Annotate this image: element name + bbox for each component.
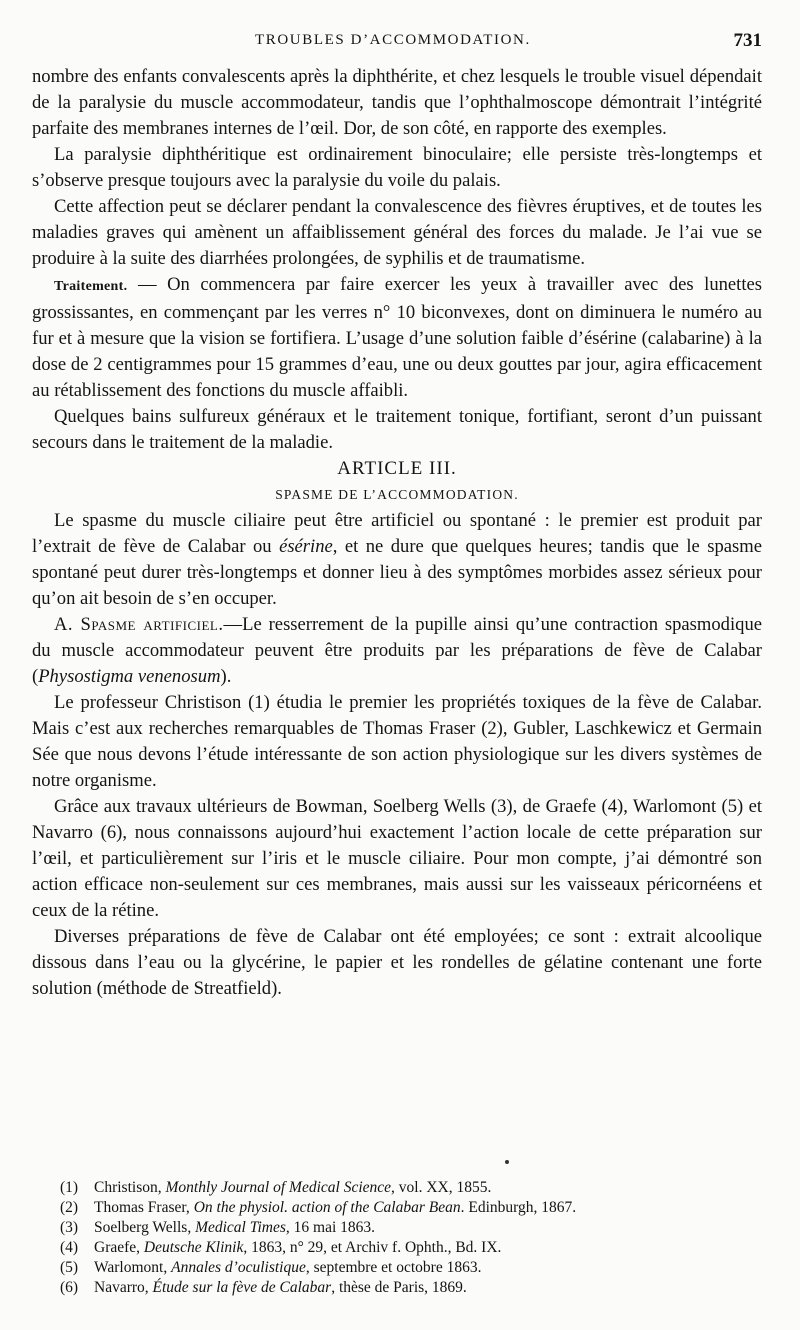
- page-number: 731: [733, 30, 762, 51]
- footnote-author: Navarro,: [94, 1279, 153, 1296]
- footnote-title: Monthly Journal of Medical Science: [165, 1179, 392, 1196]
- footnote-number: (4): [60, 1239, 79, 1256]
- footnote-detail: . Edinburgh, 1867.: [460, 1199, 577, 1216]
- eserine-italic: ésérine: [279, 536, 333, 557]
- running-title: TROUBLES D’ACCOMMODATION.: [255, 32, 531, 48]
- footnote-title: Medical Times: [195, 1219, 286, 1236]
- footnotes: [60, 1178, 760, 1298]
- paragraph-sulfur-baths: Quelques bains sulfureux généraux et le traitement tonique, fortifiant, seront d’un puissant secours dans le traitement de la maladie.: [32, 406, 762, 453]
- footnote-title: Annales d’oculistique: [171, 1259, 306, 1276]
- footnote-detail: , thèse de Paris, 1869.: [331, 1279, 467, 1296]
- paragraph-spasm-intro: [32, 508, 762, 612]
- spasm-intro-text-1: Le spasme du muscle ciliaire peut être artificiel ou spontané : le premier est produit par l’extrait de fève de Calabar ou: [32, 510, 762, 557]
- footnote: [60, 1238, 760, 1258]
- footnote-detail: , 1863, n° 29, et Archiv f. Ophth., Bd. IX.: [243, 1239, 502, 1256]
- footnote-separator-dot: [505, 1160, 509, 1164]
- article-heading: ARTICLE III.: [337, 458, 457, 479]
- footnote-title: On the physiol. action of the Calabar Bean: [193, 1199, 461, 1216]
- footnote-detail: , septembre et octobre 1863.: [305, 1259, 482, 1276]
- spasm-intro-text-2: , et ne dure que quelques heures; tandis que le spasme spontané peut durer très-longtemps et donner lieu à des symptômes morbides assez sérieux pour qu’on ait besoin de s’en occuper.: [32, 536, 762, 609]
- footnote-number: (3): [60, 1219, 79, 1236]
- footnote: [60, 1178, 760, 1198]
- footnote-author: Soelberg Wells,: [94, 1219, 196, 1236]
- footnote-number: (6): [60, 1279, 79, 1296]
- paragraph-artificial-spasm: [32, 612, 762, 690]
- footnote-number: (2): [60, 1199, 79, 1216]
- footnote: [60, 1258, 760, 1278]
- footnote-author: Christison,: [94, 1179, 166, 1196]
- paragraph-binocular-paralysis: La paralysie diphthéritique est ordinairement binoculaire; elle persiste très-longtemps et s’observe presque toujours avec la paralysie du voile du palais.: [32, 144, 762, 191]
- paragraph-continued: nombre des enfants convalescents après la diphthérite, et chez lesquels le trouble visuel dépendait de la paralysie du muscle accommodateur, tandis que l’ophthalmoscope démontrait l’intégrité parfaite des membranes internes de l’œil. Dor, de son côté, en rapporte des exemples.: [32, 66, 762, 139]
- physostigma-italic: Physostigma venenosum: [38, 666, 221, 687]
- footnote-author: Graefe,: [94, 1239, 144, 1256]
- footnote-author: Thomas Fraser,: [94, 1199, 194, 1216]
- artificial-spasm-text-1: —Le resserrement de la pupille ainsi qu’une contraction spasmodique du muscle accommodateur peuvent être produits par les préparations de fève de Calabar (: [32, 614, 762, 687]
- body-text: [32, 64, 762, 1002]
- artificial-spasm-text-2: ).: [220, 666, 232, 687]
- paragraph-later-works: Grâce aux travaux ultérieurs de Bowman, Soelberg Wells (3), de Graefe (4), Warlomont (5) et Navarro (6), nous connaissons aujourd’hui exactement l’action locale de cette préparation sur l’œil, et particulièrement sur l’iris et le muscle ciliaire. Pour mon compte, j’ai démontré son action efficace non-seulement sur ces membranes, mais aussi sur les vaisseaux péricornéens et ceux de la rétine.: [32, 796, 762, 921]
- artificial-spasm-heading: A. Spasme artificiel.: [54, 614, 224, 635]
- footnote-detail: , vol. XX, 1855.: [391, 1179, 492, 1196]
- footnote-title: Étude sur la fève de Calabar: [152, 1279, 332, 1296]
- footnote-number: (5): [60, 1259, 79, 1276]
- running-head: [0, 30, 800, 56]
- footnote: [60, 1218, 760, 1238]
- paragraph-causes: Cette affection peut se déclarer pendant la convalescence des fièvres éruptives, et de toutes les maladies graves qui amènent un affaiblissement général des forces du malade. Je l’ai vue se produire à la suite des diarrhées prolongées, de syphilis et de traumatisme.: [32, 196, 762, 269]
- footnote-number: (1): [60, 1179, 79, 1196]
- paragraph-christison: Le professeur Christison (1) étudia le premier les propriétés toxiques de la fève de Calabar. Mais c’est aux recherches remarquables de Thomas Fraser (2), Gubler, Laschkewicz et Germain Sée que nous devons l’étude intéressante de son action physiologique sur les divers systèmes de notre organisme.: [32, 692, 762, 791]
- footnote: [60, 1198, 760, 1218]
- article-subheading: SPASME DE L’ACCOMMODATION.: [275, 487, 519, 502]
- paragraph-traitement: [32, 272, 762, 404]
- paragraph-preparations: Diverses préparations de fève de Calabar ont été employées; ce sont : extrait alcoolique dissous dans l’eau ou la glycérine, le papier et les rondelles de gélatine contenant une forte solution (méthode de Streatfield).: [32, 926, 762, 999]
- footnote-author: Warlomont,: [94, 1259, 172, 1276]
- traitement-text: — On commencera par faire exercer les yeux à travailler avec des lunettes grossissantes, en commençant par les verres n° 10 biconvexes, dont on diminuera le numéro au fur et à mesure que la vision se fortifiera. L’usage d’une solution faible d’ésérine (calabarine) à la dose de 2 centigrammes pour 15 grammes d’eau, une ou deux gouttes par jour, agira efficacement au rétablissement des fonctions du muscle affaibli.: [32, 274, 762, 401]
- traitement-heading: Traitement.: [54, 279, 128, 294]
- footnote-title: Deutsche Klinik: [143, 1239, 244, 1256]
- footnote-detail: , 16 mai 1863.: [285, 1219, 376, 1236]
- footnote: [60, 1278, 760, 1298]
